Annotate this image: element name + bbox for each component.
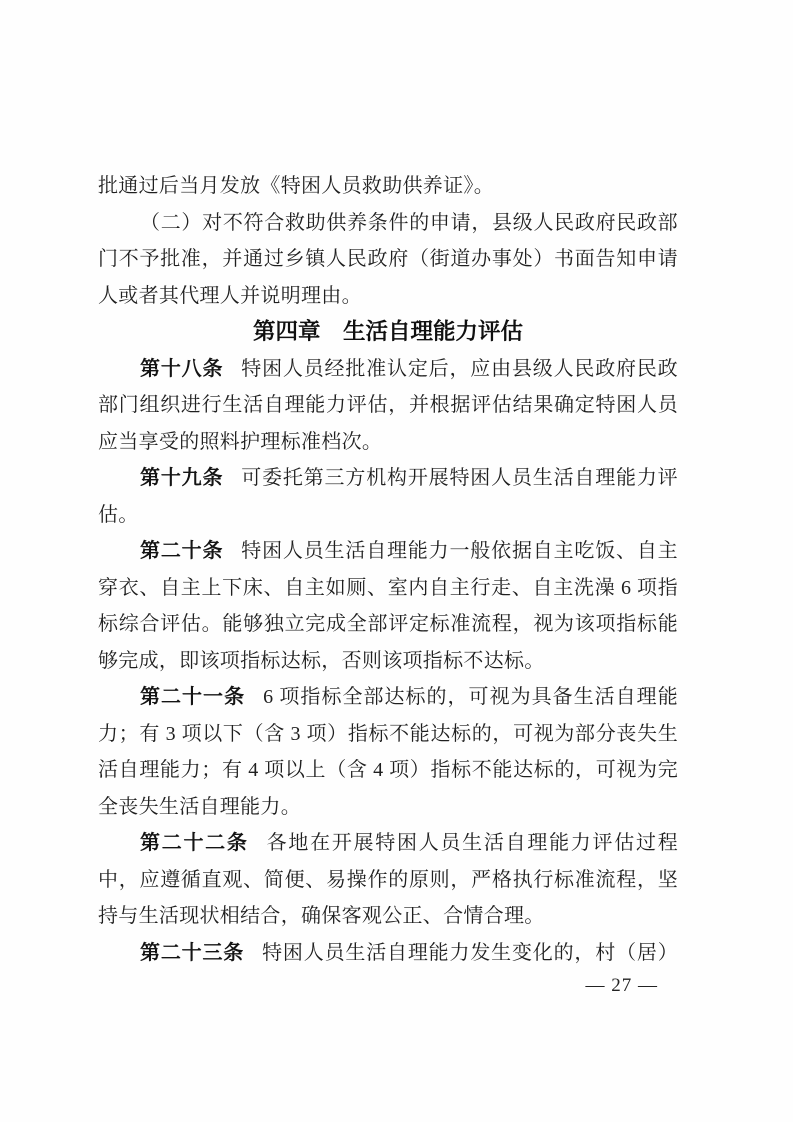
text-line: 部门组织进行生活自理能力评估，并根据评估结果确定特困人员 [98, 394, 678, 416]
text-line: 应当享受的照料护理标准档次。 [98, 430, 383, 453]
text-line: 门不予批准，并通过乡镇人民政府（街道办事处）书面告知申请 [98, 248, 678, 270]
article-number: 第十八条 [140, 357, 224, 380]
text-line: 全丧失生活自理能力。 [98, 795, 301, 818]
text-line: 第十八条 特困人员经批准认定后，应由县级人民政府民政 [140, 357, 678, 380]
text-line: 力；有 3 项以下（含 3 项）指标不能达标的，可视为部分丧失生 [98, 722, 678, 745]
text-line: 人或者其代理人并说明理由。 [98, 284, 362, 307]
article-number: 第二十一条 [140, 686, 246, 708]
text-line: 持与生活现状相结合，确保客观公正、合情合理。 [98, 905, 545, 927]
text-line: 活自理能力；有 4 项以上（含 4 项）指标不能达标的，可视为完 [98, 759, 678, 781]
text-line: （二）对不符合救助供养条件的申请，县级人民政府民政部 [140, 211, 678, 234]
page-number: — 27 — [585, 975, 658, 996]
text-line: 第二十二条 各地在开展特困人员生活自理能力评估过程 [140, 832, 678, 854]
text-line: 标综合评估。能够独立完成全部评定标准流程，视为该项指标能 [98, 613, 678, 635]
article-number: 第十九条 [140, 467, 224, 489]
text-line: 够完成，即该项指标达标，否则该项指标不达标。 [98, 649, 545, 672]
text-line: 第二十一条 6 项指标全部达标的，可视为具备生活自理能 [140, 686, 678, 708]
text-line: 中，应遵循直观、简便、易操作的原则，严格执行标准流程，坚 [98, 868, 678, 891]
text-line: 批通过后当月发放《特困人员救助供养证》。 [98, 175, 494, 197]
article-number: 第二十条 [140, 540, 224, 562]
text-line: 第十九条 可委托第三方机构开展特困人员生活自理能力评 [140, 467, 678, 489]
article-number: 第二十二条 [140, 832, 249, 854]
text-line: 第二十三条 特困人员生活自理能力发生变化的，村（居） [140, 941, 678, 964]
document-text [98, 168, 678, 971]
chapter-heading: 第四章 生活自理能力评估 [252, 319, 523, 344]
text-line: 穿衣、自主上下床、自主如厕、室内自主行走、自主洗澡 6 项指 [98, 576, 678, 599]
article-number: 第二十三条 [140, 941, 245, 964]
text-line: 第二十条 特困人员生活自理能力一般依据自主吃饭、自主 [140, 540, 678, 562]
text-line: 估。 [98, 503, 139, 526]
